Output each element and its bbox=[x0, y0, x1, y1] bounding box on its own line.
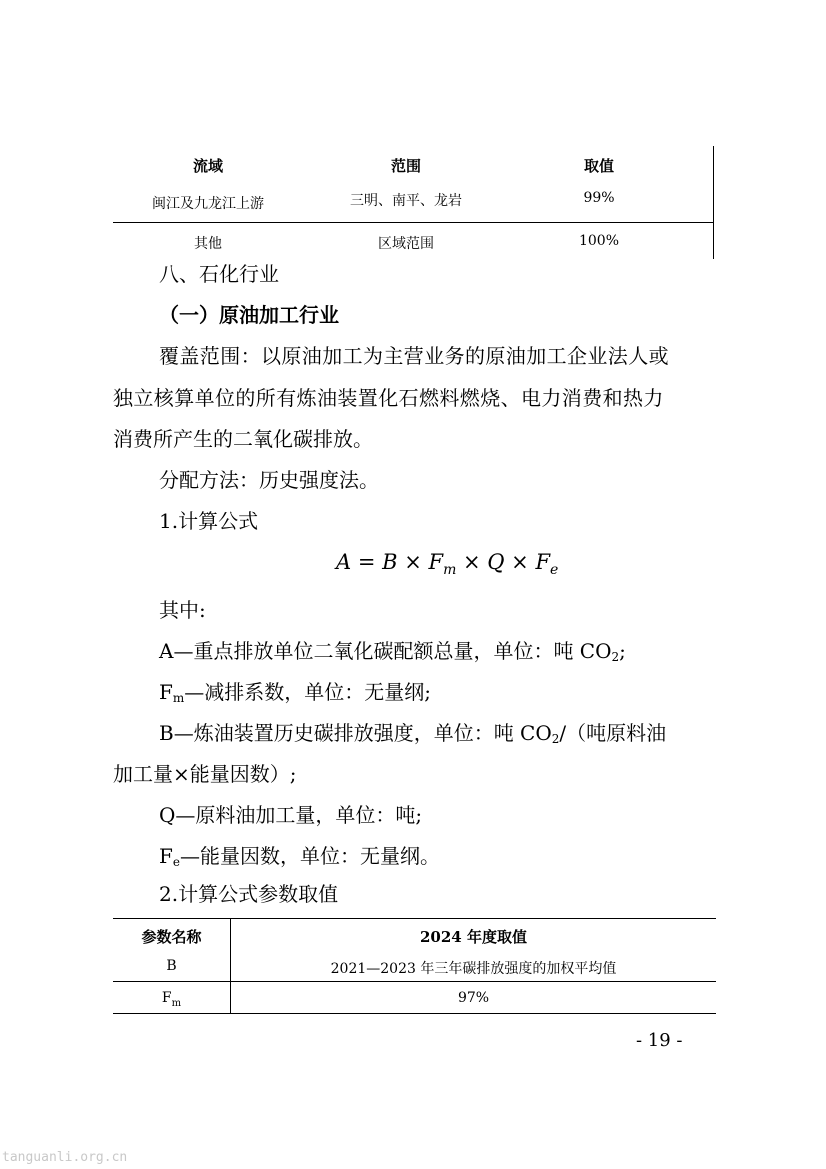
method-line: 分配方法：历史强度法。 bbox=[159, 468, 379, 492]
table1-cell: 100% bbox=[578, 233, 620, 249]
formula-fm-sub: m bbox=[443, 562, 457, 579]
table2-cell: B bbox=[166, 958, 177, 974]
params-title: 2.计算公式参数取值 bbox=[159, 882, 339, 906]
table1-row-divider bbox=[113, 222, 714, 223]
table1-cell: 区域范围 bbox=[378, 236, 434, 252]
page-number: - 19 - bbox=[636, 1030, 683, 1051]
paragraph-line: 独立核算单位的所有炼油装置化石燃料燃烧、电力消费和热力 bbox=[113, 386, 664, 410]
watermark: tanguanli.org.cn bbox=[2, 1150, 128, 1165]
table1-cell: 其他 bbox=[194, 236, 222, 252]
subscript: e bbox=[172, 855, 180, 869]
definition-b bbox=[159, 719, 666, 753]
subsection-heading: （一）原油加工行业 bbox=[159, 303, 339, 327]
definition-text: F bbox=[159, 844, 173, 868]
table2-header-value: 2024 年度取值 bbox=[420, 928, 527, 946]
subscript: 2 bbox=[551, 732, 560, 746]
where-label: 其中: bbox=[159, 598, 206, 622]
table2-cell bbox=[113, 990, 230, 1009]
table1-cell: 闽江及九龙江上游 bbox=[152, 196, 264, 212]
definition-text: F bbox=[159, 680, 173, 704]
formula-lhs: A = B × F bbox=[336, 550, 444, 574]
definition-text: —减排系数，单位：无量纲; bbox=[184, 680, 432, 704]
paragraph-line: 消费所产生的二氧化碳排放。 bbox=[113, 427, 373, 451]
definition-fe bbox=[159, 842, 440, 876]
formula-title: 1.计算公式 bbox=[159, 509, 259, 533]
section-heading: 八、石化行业 bbox=[159, 262, 279, 286]
subscript: m bbox=[172, 691, 185, 705]
table1-header-scope: 范围 bbox=[390, 157, 421, 175]
definition-a bbox=[159, 637, 626, 671]
subscript: m bbox=[171, 997, 182, 1009]
definition-text: —能量因数，单位：无量纲。 bbox=[180, 844, 440, 868]
definition-b-continued: 加工量×能量因数）; bbox=[113, 762, 297, 786]
table2-top-border bbox=[113, 918, 716, 919]
definition-text: ; bbox=[619, 639, 626, 663]
formula bbox=[336, 550, 558, 578]
table2-row-divider bbox=[113, 981, 716, 982]
table2-cell: 97% bbox=[457, 990, 490, 1006]
definition-text: A—重点排放单位二氧化碳配额总量，单位：吨 CO bbox=[159, 639, 612, 663]
subscript: 2 bbox=[611, 650, 620, 664]
definition-fm bbox=[159, 678, 431, 712]
table2-cell-text: F bbox=[161, 990, 172, 1006]
table1-header-basin: 流域 bbox=[192, 157, 223, 175]
table1-cell: 99% bbox=[583, 190, 615, 206]
table1-cell: 三明、南平、龙岩 bbox=[350, 193, 462, 209]
table2-header-param: 参数名称 bbox=[141, 928, 202, 946]
formula-fe-sub: e bbox=[550, 562, 559, 579]
definition-text: /（吨原料油 bbox=[559, 721, 667, 745]
definition-q: Q—原料油加工量，单位：吨; bbox=[159, 803, 423, 827]
table1-right-border bbox=[713, 146, 714, 259]
table2-bottom-border bbox=[113, 1013, 716, 1014]
paragraph-line: 覆盖范围：以原油加工为主营业务的原油加工企业法人或 bbox=[159, 344, 669, 368]
definition-text: B—炼油装置历史碳排放强度，单位：吨 CO bbox=[159, 721, 552, 745]
table1-header-value: 取值 bbox=[583, 157, 614, 175]
formula-mid: × Q × F bbox=[456, 550, 551, 574]
table2-cell: 2021—2023 年三年碳排放强度的加权平均值 bbox=[330, 961, 617, 977]
